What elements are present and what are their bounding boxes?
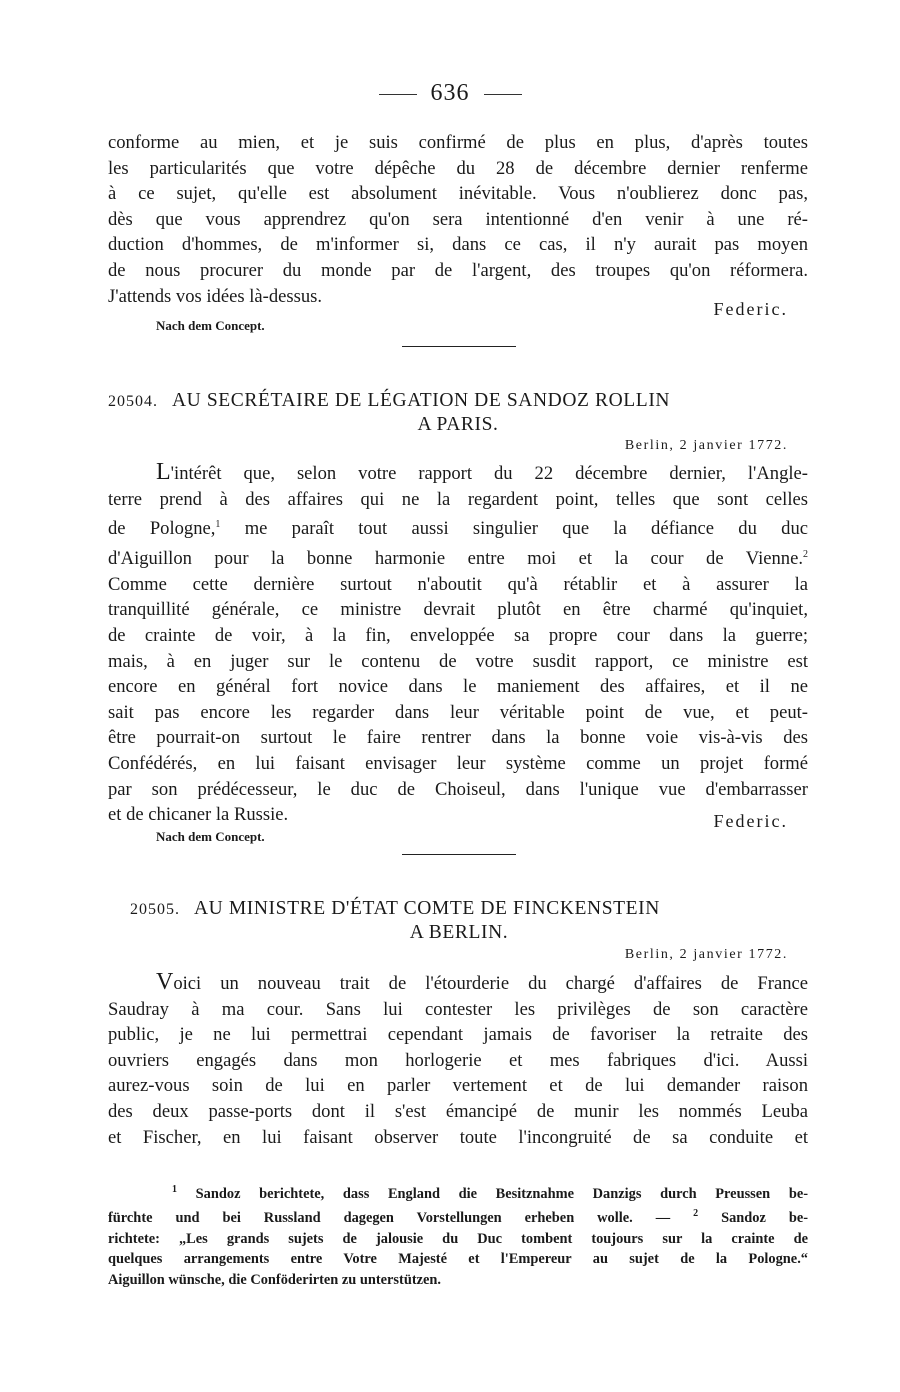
footnote-line: richtete: „Les grands sujets de jalousie du Duc tombent toujours sur la crainte de	[108, 1230, 808, 1247]
footnote-line: $^1$ Sandoz berichtete, dass England die Besitznahme Danzigs durch Preussen be-	[172, 1184, 809, 1202]
text-line: Confédérés, en lui faisant envisager leur système comme un projet formé	[108, 752, 808, 774]
text-line: dès que vous apprendrez qu'on sera intentionné d'en venir à une ré-	[108, 208, 808, 230]
text-line: être pourrait-on surtout le faire rentrer dans la bonne voie vis-à-vis des	[108, 727, 808, 749]
source-note: Nach dem Concept.	[156, 318, 265, 333]
text-line: Voici un nouveau trait de l'étourderie du chargé d'affaires de France	[156, 969, 808, 995]
text-line: mais, à en juger sur le contenu de votre susdit rapport, ce ministre est	[108, 650, 808, 672]
letter-body-20505	[108, 970, 808, 1150]
letter-number: 20505.	[130, 901, 180, 918]
heading-place: A PARIS.	[417, 414, 499, 435]
text-line: duction d'hommes, de m'informer si, dans ce cas, il n'y aurait pas moyen	[108, 234, 808, 256]
text-line: tranquillité générale, ce ministre devrait plutôt en être charmé qu'inquiet,	[108, 599, 808, 621]
page-number-text: 636	[430, 80, 470, 106]
letter-number: 20504.	[108, 393, 158, 410]
text-line: ouvriers engagés dans mon horlogerie et mes fabriques d'ici. Aussi	[108, 1049, 808, 1071]
signature: Federic.	[713, 299, 788, 319]
drop-initial: V	[156, 969, 174, 995]
text-line: de Pologne,$^1$ me paraît tout aussi singulier que la défiance du duc	[108, 518, 808, 540]
page-number-dash-right	[484, 94, 522, 95]
footnote-line: fürchte und bei Russland dagegen Vorstellungen erheben wolle. — $^2$ Sandoz be-	[108, 1208, 809, 1227]
heading-recipient: AU MINISTRE D'ÉTAT COMTE DE FINCKENSTEIN	[194, 898, 660, 919]
source-note: Nach dem Concept.	[156, 829, 265, 844]
dateline: Berlin, 2 janvier 1772.	[624, 947, 788, 962]
text-line: Comme cette dernière surtout n'aboutit qu'à rétablir et à assurer la	[108, 573, 808, 595]
text-line: à ce sujet, qu'elle est absolument inévitable. Vous n'oublierez donc pas,	[108, 183, 808, 205]
footnote-marker: 1	[172, 1184, 177, 1195]
text-line: public, je ne lui permettrai cependant jamais de favoriser la retraite des	[108, 1024, 808, 1046]
footnote-marker: 2	[693, 1208, 699, 1220]
text-line: et Fischer, en lui faisant observer toute l'incongruité de sa conduite et	[108, 1126, 808, 1148]
footnote-reference: 1	[215, 519, 221, 531]
text-line: terre prend à des affaires qui ne la regardent point, telles que sont celles	[108, 488, 808, 510]
text-line: de nous procurer du monde par de l'argent, des troupes qu'on réformera.	[108, 259, 808, 281]
section-divider	[402, 854, 516, 855]
drop-initial: L	[156, 459, 171, 485]
text-line: de crainte de voir, à la fin, enveloppée sa propre cour dans la guerre;	[108, 624, 808, 646]
letter-heading-20504	[108, 390, 808, 436]
letter-body-20504	[108, 460, 808, 828]
text-line: L'intérêt que, selon votre rapport du 22 décembre dernier, l'Angle-	[156, 459, 808, 485]
footnote-line: quelques arrangements entre Votre Majesté et l'Empereur au sujet de la Pologne.“	[108, 1251, 808, 1268]
signature: Federic.	[713, 811, 788, 831]
section-divider	[402, 346, 516, 347]
heading-place: A BERLIN.	[409, 922, 509, 943]
letter-continuation-text	[108, 130, 808, 309]
text-line: conforme au mien, et je suis confirmé de plus en plus, d'après toutes	[108, 132, 808, 153]
dateline: Berlin, 2 janvier 1772.	[624, 438, 788, 453]
text-line: des deux passe-ports dont il s'est émancipé de munir les nommés Leuba	[108, 1100, 808, 1122]
heading-recipient: AU SECRÉTAIRE DE LÉGATION DE SANDOZ ROLLIN	[172, 390, 671, 411]
text-line: par son prédécesseur, le duc de Choiseul, dans l'unique vue d'embarrasser	[108, 778, 808, 800]
footnote-reference: 2	[803, 548, 808, 560]
text-line: Saudray à ma cour. Sans lui contester les privilèges de son caractère	[108, 998, 808, 1020]
text-line: encore en général fort novice dans le maniement des affaires, et il ne	[108, 676, 808, 698]
text-line: aurez-vous soin de lui en parler vertement et de lui demander raison	[108, 1075, 808, 1097]
page-number	[0, 80, 900, 107]
text-line: J'attends vos idées là-dessus.	[108, 285, 323, 307]
text-line: d'Aiguillon pour la bonne harmonie entre moi et la cour de Vienne.$^2$	[108, 548, 808, 570]
page-number-dash-left	[379, 94, 417, 95]
footnotes	[108, 1180, 808, 1290]
text-line: et de chicaner la Russie.	[108, 804, 289, 826]
text-line: les particularités que votre dépêche du 28 de décembre dernier renferme	[108, 157, 808, 179]
text-line: sait pas encore les regarder dans leur véritable point de vue, et peut-	[108, 701, 808, 723]
footnote-line: Aiguillon wünsche, die Conföderirten zu unterstützen.	[108, 1271, 441, 1288]
letter-heading-20505	[130, 898, 810, 944]
